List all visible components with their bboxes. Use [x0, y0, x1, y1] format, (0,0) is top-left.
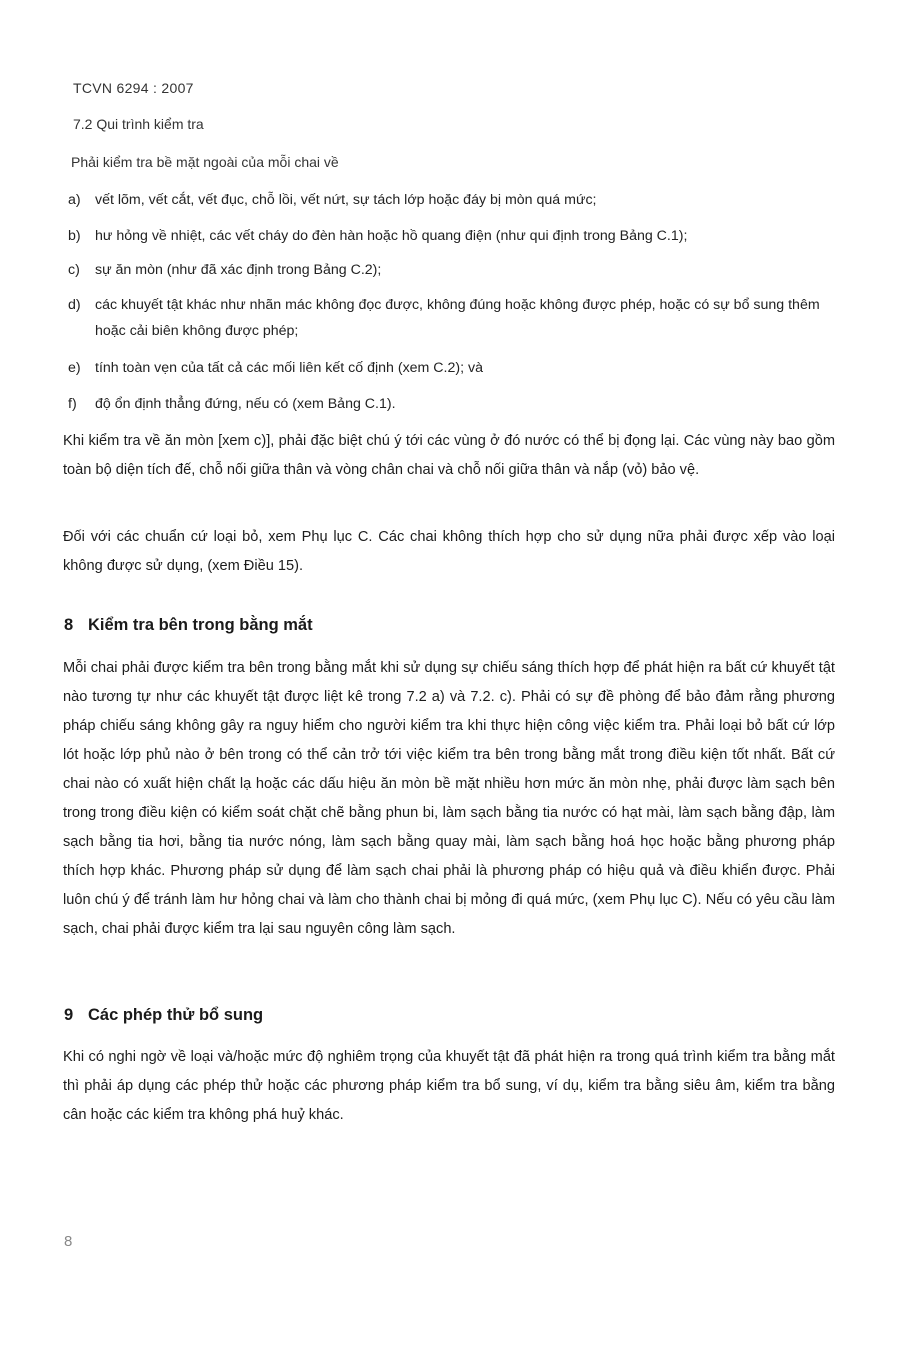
- list-item: [68, 391, 848, 417]
- list-item-text: các khuyết tật khác như nhãn mác không đọc được, không đúng hoặc không được phép, hoặc có sự bổ sung thêm hoặc cải biên không được phép;: [95, 297, 820, 339]
- list-marker: d): [68, 297, 81, 313]
- section-number: 9: [64, 1006, 74, 1024]
- corrosion-paragraph: Khi kiểm tra về ăn mòn [xem c)], phải đặc biệt chú ý tới các vùng ở đó nước có thể bị đọng lại. Các vùng này bao gồm toàn bộ diện tích đế, chỗ nối giữa thân và vòng chân chai và chỗ nối giữa thân và nắp (vỏ) bảo vệ.: [63, 433, 835, 478]
- list-marker: f): [68, 396, 77, 412]
- inspection-intro: Phải kiểm tra bề mặt ngoài của mỗi chai về: [71, 154, 339, 170]
- list-item: [68, 223, 848, 249]
- list-item: [68, 355, 848, 381]
- section-title: Các phép thử bổ sung: [88, 1006, 264, 1024]
- section-8-heading: [64, 616, 313, 635]
- list-marker: e): [68, 360, 81, 376]
- list-item: [68, 257, 848, 283]
- list-marker: c): [68, 262, 80, 278]
- section-9-body: Khi có nghi ngờ về loại và/hoặc mức độ nghiêm trọng của khuyết tật đã phát hiện ra trong quá trình kiểm tra bằng mắt thì phải áp dụng các phép thử hoặc các phương pháp kiểm tra bổ sung, ví dụ, kiểm tra bằng siêu âm, kiểm tra bằng cân hoặc các kiểm tra không phá huỷ khác.: [63, 1049, 835, 1123]
- list-marker: b): [68, 228, 81, 244]
- list-item-text: vết lõm, vết cắt, vết đục, chỗ lồi, vết nứt, sự tách lớp hoặc đáy bị mòn quá mức;: [95, 192, 597, 208]
- list-item-text: sự ăn mòn (như đã xác định trong Bảng C.2);: [95, 262, 382, 278]
- section-9-heading: [64, 1006, 263, 1025]
- rejection-paragraph: Đối với các chuẩn cứ loại bỏ, xem Phụ lục C. Các chai không thích hợp cho sử dụng nữa phải được xếp vào loại không được sử dụng, (xem Điều 15).: [63, 529, 835, 574]
- section-8-body: Mỗi chai phải được kiểm tra bên trong bằng mắt khi sử dụng sự chiếu sáng thích hợp để phát hiện ra bất cứ khuyết tật nào tương tự như các khuyết tật được liệt kê trong 7.2 a) và 7.2. c). Phải có sự đề phòng để bảo đảm rằng phương pháp chiếu sáng không gây ra nguy hiểm cho người kiểm tra khi thực hiện công việc kiểm tra. Phải loại bỏ bất cứ lớp lót hoặc lớp phủ nào ở bên trong có thể cản trở tới việc kiểm tra bên trong bằng mắt trong điều kiện tốt nhất. Bất cứ chai nào có xuất hiện chất lạ hoặc các dấu hiệu ăn mòn bề mặt nhiều hơn mức ăn mòn nhẹ, phải được làm sạch bên trong trong điều kiện có kiểm soát chặt chẽ bằng phun bi, làm sạch bằng tia nước có hạt mài, làm sạch bằng đập, làm sạch bằng tia hơi, bằng tia nước nóng, làm sạch bằng quay mài, làm sạch bằng hoá học hoặc bằng phương pháp thích hợp khác. Phương pháp sử dụng để làm sạch chai phải là phương pháp có hiệu quả và điều khiển được. Phải luôn chú ý để tránh làm hư hỏng chai và làm cho thành chai bị mỏng đi quá mức, (xem Phụ lục C). Nếu có yêu cầu làm sạch, chai phải được kiểm tra lại sau nguyên công làm sạch.: [63, 660, 835, 937]
- list-item-text: tính toàn vẹn của tất cả các mối liên kết cố định (xem C.2); và: [95, 360, 483, 376]
- list-item: [68, 292, 848, 344]
- list-marker: a): [68, 192, 81, 208]
- subsection-title-7-2: 7.2 Qui trình kiểm tra: [73, 116, 204, 132]
- section-number: 8: [64, 616, 74, 634]
- list-item-text: hư hỏng về nhiệt, các vết cháy do đèn hàn hoặc hồ quang điện (như qui định trong Bảng C.1);: [95, 228, 688, 244]
- page-number: 8: [64, 1233, 73, 1250]
- standard-code: TCVN 6294 : 2007: [73, 80, 194, 96]
- list-item: [68, 187, 848, 213]
- list-item-text: độ ổn định thẳng đứng, nếu có (xem Bảng C.1).: [95, 396, 396, 412]
- section-title: Kiểm tra bên trong bằng mắt: [88, 616, 313, 634]
